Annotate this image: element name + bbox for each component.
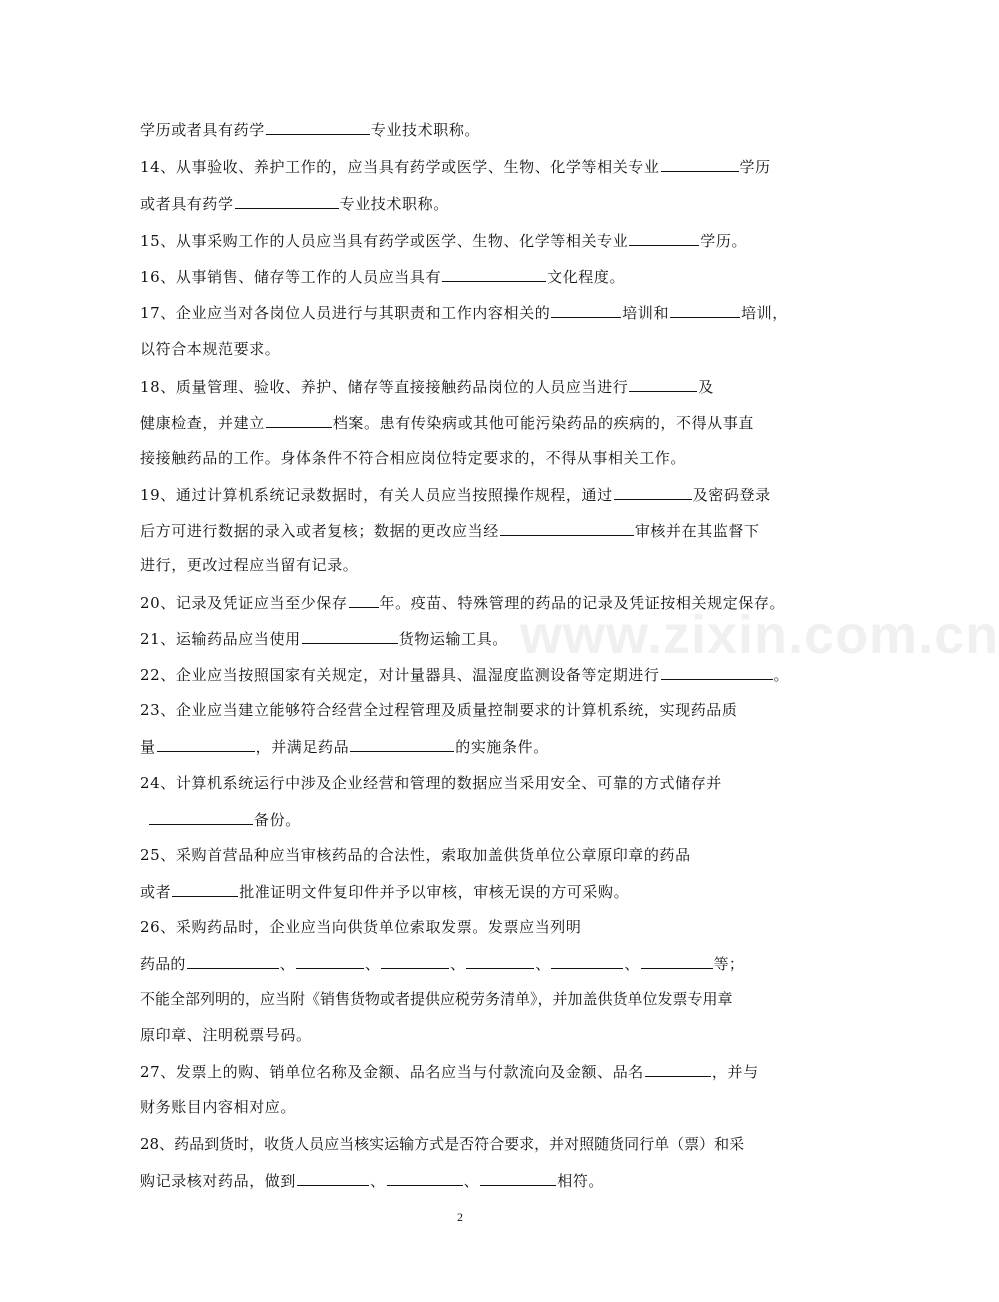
fill-blank[interactable] xyxy=(149,809,253,825)
fill-blank[interactable] xyxy=(645,1061,711,1077)
fill-blank[interactable] xyxy=(466,953,534,969)
fill-blank[interactable] xyxy=(442,266,546,282)
fill-blank[interactable] xyxy=(614,484,692,500)
fill-blank[interactable] xyxy=(296,953,364,969)
question-20: 20、记录及凭证应当至少保存 年。疫苗、特殊管理的药品的记录及凭证按相关规定保存。 xyxy=(140,594,786,612)
fill-blank[interactable] xyxy=(387,1170,463,1186)
fill-blank[interactable] xyxy=(661,156,739,172)
question-27: 27、发票上的购、销单位名称及金额、品名应当与付款流向及金额、品名 ，并与 xyxy=(140,1063,759,1081)
page-number: 2 xyxy=(457,1210,463,1224)
fill-blank[interactable] xyxy=(350,736,454,752)
watermark: www.zixin.com.cn xyxy=(520,605,999,665)
fill-blank[interactable] xyxy=(381,953,449,969)
fill-blank[interactable] xyxy=(551,302,621,318)
question-16: 16、从事销售、储存等工作的人员应当具有 文化程度。 xyxy=(140,268,626,286)
fill-blank[interactable] xyxy=(629,376,697,392)
text-line: 量 ，并满足药品 的实施条件。 xyxy=(140,738,549,756)
fill-blank[interactable] xyxy=(661,664,773,680)
question-21: 21、运输药品应当使用 货物运输工具。 xyxy=(140,630,508,648)
fill-blank[interactable] xyxy=(349,592,379,608)
text-line: 财务账目内容相对应。 xyxy=(140,1098,297,1116)
text-line: 药品的 、 、 、 、 、 等； xyxy=(140,955,745,973)
question-14: 14、从事验收、养护工作的，应当具有药学或医学、生物、化学等相关专业 学历 xyxy=(140,158,771,176)
fill-blank[interactable] xyxy=(172,881,238,897)
question-18: 18、质量管理、验收、养护、储存等直接接触药品岗位的人员应当进行 及 xyxy=(140,378,714,396)
text-line: 后方可进行数据的录入或者复核；数据的更改应当经 审核并在其监督下 xyxy=(140,522,760,540)
text-line: 以符合本规范要求。 xyxy=(140,340,281,358)
text-line: 健康检查，并建立 档案。患有传染病或其他可能污染药品的疾病的，不得从事直 xyxy=(140,414,755,432)
fill-blank[interactable] xyxy=(500,520,634,536)
fill-blank[interactable] xyxy=(235,193,339,209)
text-line: 接接触药品的工作。身体条件不符合相应岗位特定要求的，不得从事相关工作。 xyxy=(140,449,687,467)
fill-blank[interactable] xyxy=(157,736,255,752)
text-line: 备份。 xyxy=(148,809,808,830)
text-line: 或者具有药学 专业技术职称。 xyxy=(140,195,449,213)
fill-blank[interactable] xyxy=(641,953,713,969)
fill-blank[interactable] xyxy=(266,119,370,135)
question-26: 26、采购药品时，企业应当向供货单位索取发票。发票应当列明 xyxy=(140,918,582,936)
fill-blank[interactable] xyxy=(297,1170,369,1186)
text-line: 不能全部列明的，应当附《销售货物或者提供应税劳务清单》，并加盖供货单位发票专用章 xyxy=(140,990,733,1008)
question-19: 19、通过计算机系统记录数据时，有关人员应当按照操作规程，通过 及密码登录 xyxy=(140,486,771,504)
fill-blank[interactable] xyxy=(670,302,740,318)
fill-blank[interactable] xyxy=(629,230,699,246)
question-15: 15、从事采购工作的人员应当具有药学或医学、生物、化学等相关专业 学历。 xyxy=(140,232,748,250)
text-line: 学历或者具有药学 专业技术职称。 xyxy=(140,121,481,139)
question-17: 17、企业应当对各岗位人员进行与其职责和工作内容相关的 培训和 培训， xyxy=(140,304,788,322)
question-22: 22、企业应当按照国家有关规定，对计量器具、温湿度监测设备等定期进行 。 xyxy=(140,666,790,684)
fill-blank[interactable] xyxy=(551,953,623,969)
question-25: 25、采购首营品种应当审核药品的合法性，索取加盖供货单位公章原印章的药品 xyxy=(140,846,691,864)
question-24: 24、计算机系统运行中涉及企业经营和管理的数据应当采用安全、可靠的方式储存并 xyxy=(140,774,722,792)
question-28: 28、药品到货时，收货人员应当核实运输方式是否符合要求，并对照随货同行单（票）和采 xyxy=(140,1135,745,1153)
text-line: 或者 批准证明文件复印件并予以审核，审核无误的方可采购。 xyxy=(140,883,630,901)
fill-blank[interactable] xyxy=(480,1170,556,1186)
fill-blank[interactable] xyxy=(266,412,332,428)
fill-blank[interactable] xyxy=(187,953,279,969)
fill-blank[interactable] xyxy=(302,628,398,644)
text-line: 原印章、注明税票号码。 xyxy=(140,1026,312,1044)
text-line: 购记录核对药品，做到 、 、 相符。 xyxy=(140,1172,605,1190)
question-23: 23、企业应当建立能够符合经营全过程管理及质量控制要求的计算机系统，实现药品质 xyxy=(140,701,738,719)
text-line: 进行，更改过程应当留有记录。 xyxy=(140,556,359,574)
